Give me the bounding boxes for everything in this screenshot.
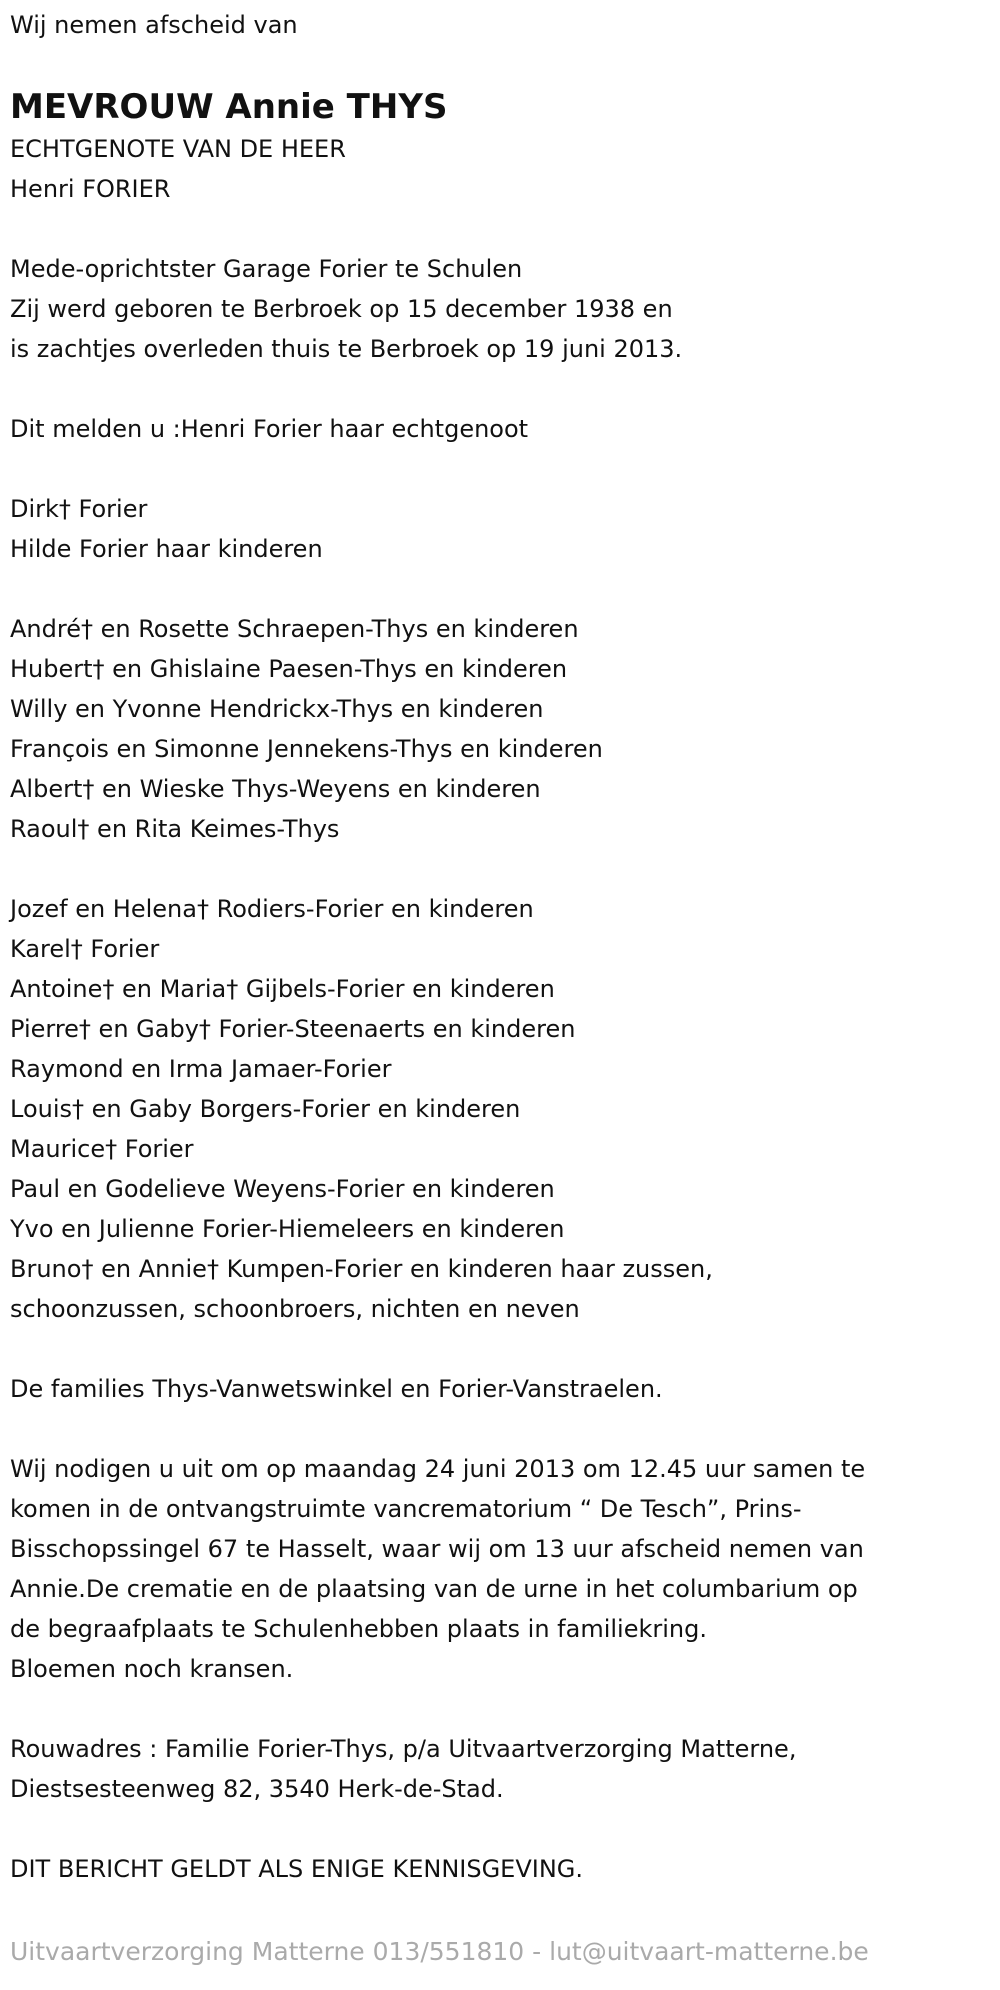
list-item: Hilde Forier haar kinderen (10, 535, 323, 563)
invitation-line: Bloemen noch kransen. (10, 1655, 294, 1683)
list-item: Raoul† en Rita Keimes-Thys (10, 815, 340, 843)
intro-text: Wij nemen afscheid van (10, 11, 298, 39)
siblings-thys-list (10, 609, 990, 849)
list-item: Willy en Yvonne Hendrickx-Thys en kinderen (10, 695, 544, 723)
list-item: Dirk† Forier (10, 495, 148, 523)
list-item: Pierre† en Gaby† Forier-Steenaerts en kinderen (10, 1015, 576, 1043)
families-line: De families Thys-Vanwetswinkel en Forier-Vanstraelen. (10, 1375, 663, 1403)
spouse-name: Henri FORIER (10, 175, 171, 203)
list-item: Raymond en Irma Jamaer-Forier (10, 1055, 392, 1083)
footer-contact: Uitvaartverzorging Matterne 013/551810 - lut@uitvaart-matterne.be (10, 1937, 869, 1966)
address-line: Diestsesteenweg 82, 3540 Herk-de-Stad. (10, 1775, 504, 1803)
invitation-line: komen in de ontvangstruimte vancrematorium “ De Tesch”, Prins- (10, 1495, 802, 1523)
bio-line: Zij werd geboren te Berbroek op 15 december 1938 en (10, 295, 673, 323)
invitation-section (10, 1449, 990, 1689)
address-line: Rouwadres : Familie Forier-Thys, p/a Uitvaartverzorging Matterne, (10, 1735, 797, 1763)
list-item: André† en Rosette Schraepen-Thys en kinderen (10, 615, 579, 643)
list-item: Karel† Forier (10, 935, 160, 963)
list-item: Hubert† en Ghislaine Paesen-Thys en kinderen (10, 655, 568, 683)
invitation-line: Wij nodigen u uit om op maandag 24 juni 2013 om 12.45 uur samen te (10, 1455, 866, 1483)
obituary-notice (10, 8, 990, 1889)
invitation-line: Annie.De crematie en de plaatsing van de urne in het columbarium op (10, 1575, 858, 1603)
bio-line: is zachtjes overleden thuis te Berbroek op 19 juni 2013. (10, 335, 683, 363)
list-item: Yvo en Julienne Forier-Hiemeleers en kinderen (10, 1215, 565, 1243)
list-item: Louis† en Gaby Borgers-Forier en kinderen (10, 1095, 521, 1123)
bio-line: Mede-oprichtster Garage Forier te Schulen (10, 255, 523, 283)
spouse-label: ECHTGENOTE VAN DE HEER (10, 135, 346, 163)
list-item: Antoine† en Maria† Gijbels-Forier en kinderen (10, 975, 555, 1003)
list-item: Albert† en Wieske Thys-Weyens en kinderen (10, 775, 541, 803)
list-item: Paul en Godelieve Weyens-Forier en kinderen (10, 1175, 555, 1203)
siblings-forier-list (10, 889, 990, 1329)
invitation-line: de begraafplaats te Schulenhebben plaats in familiekring. (10, 1615, 707, 1643)
list-item: Maurice† Forier (10, 1135, 194, 1163)
deceased-name: MEVROUW Annie THYS (10, 87, 448, 127)
list-item: Bruno† en Annie† Kumpen-Forier en kinderen haar zussen, (10, 1255, 713, 1283)
bio-section (10, 249, 990, 369)
children-list (10, 489, 990, 569)
list-item: François en Simonne Jennekens-Thys en kinderen (10, 735, 603, 763)
notice-line: DIT BERICHT GELDT ALS ENIGE KENNISGEVING. (10, 1855, 584, 1883)
invitation-line: Bisschopssingel 67 te Hasselt, waar wij om 13 uur afscheid nemen van (10, 1535, 864, 1563)
address-section (10, 1729, 990, 1809)
announcer-line: Dit melden u :Henri Forier haar echtgenoot (10, 415, 529, 443)
list-item: Jozef en Helena† Rodiers-Forier en kinderen (10, 895, 534, 923)
list-item: schoonzussen, schoonbroers, nichten en neven (10, 1295, 580, 1323)
